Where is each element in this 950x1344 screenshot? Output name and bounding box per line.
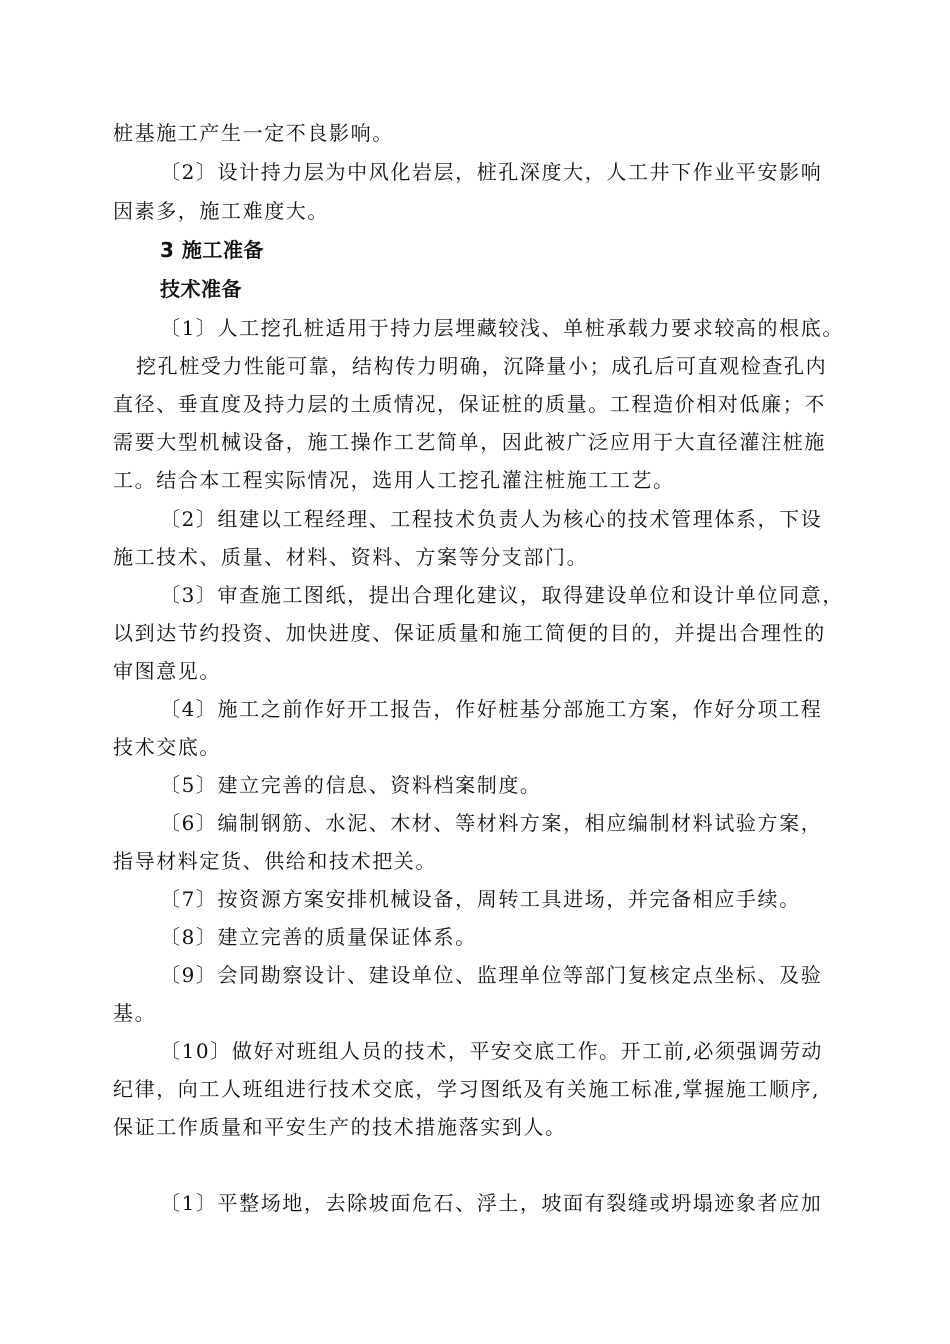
paragraph-line: 〔6〕编制钢筋、水泥、木材、等材料方案，相应编制材料试验方案， <box>160 811 823 835</box>
paragraph-line: 〔1〕平整场地，去除坡面危石、浮土，坡面有裂缝或坍塌迹象者应加 <box>160 1191 823 1215</box>
subsection-heading: 技术准备 <box>160 277 242 301</box>
paragraph-line: 〔2〕设计持力层为中风化岩层，桩孔深度大，人工井下作业平安影响 <box>160 160 823 184</box>
paragraph-line: 〔8〕建立完善的质量保证体系。 <box>160 925 477 949</box>
paragraph-line: 桩基施工产生一定不良影响。 <box>113 121 394 145</box>
paragraph-line: 保证工作质量和平安生产的技术措施落实到人。 <box>113 1115 567 1139</box>
paragraph-line: 需要大型机械设备，施工操作工艺简单，因此被广泛应用于大直径灌注桩施 <box>113 430 826 454</box>
section-heading: 3 施工准备 <box>160 238 264 262</box>
paragraph-line: 〔10〕做好对班组人员的技术，平安交底工作。开工前,必须强调劳动 <box>160 1039 824 1063</box>
paragraph-line: 直径、垂直度及持力层的土质情况，保证桩的质量。工程造价相对低廉；不 <box>113 392 826 416</box>
paragraph-line: 〔5〕建立完善的信息、资料档案制度。 <box>160 773 542 797</box>
paragraph-line: 以到达节约投资、加快进度、保证质量和施工简便的目的，并提出合理性的 <box>113 621 826 645</box>
paragraph-line: 〔4〕施工之前作好开工报告，作好桩基分部施工方案，作好分项工程 <box>160 697 823 721</box>
paragraph-line: 〔7〕按资源方案安排机械设备，周转工具进场，并完备相应手续。 <box>160 887 801 911</box>
paragraph-line: 指导材料定货、供给和技术把关。 <box>113 849 437 873</box>
paragraph-line: 纪律，向工人班组进行技术交底，学习图纸及有关施工标准,掌握施工顺序, <box>113 1077 821 1101</box>
paragraph-line: 技术交底。 <box>113 735 221 759</box>
paragraph-line: 〔9〕会同勘察设计、建设单位、监理单位等部门复核定点坐标、及验 <box>160 963 823 987</box>
paragraph-line: 〔1〕人工挖孔桩适用于持力层埋藏较浅、单桩承载力要求较高的根底。 <box>160 316 844 340</box>
paragraph-line: 审图意见。 <box>113 659 221 683</box>
paragraph-line: 〔3〕审查施工图纸，提出合理化建议，取得建设单位和设计单位同意， <box>160 583 844 607</box>
paragraph-line: 工。结合本工程实际情况，选用人工挖孔灌注桩施工工艺。 <box>113 468 675 492</box>
paragraph-line: 〔2〕组建以工程经理、工程技术负责人为核心的技术管理体系，下设 <box>160 507 823 531</box>
paragraph-line: 挖孔桩受力性能可靠，结构传力明确，沉降量小；成孔后可直观检查孔内 <box>136 354 828 378</box>
paragraph-line: 因素多，施工难度大。 <box>113 199 329 223</box>
paragraph-line: 施工技术、质量、材料、资料、方案等分支部门。 <box>113 545 589 569</box>
paragraph-line: 基。 <box>113 1001 157 1025</box>
